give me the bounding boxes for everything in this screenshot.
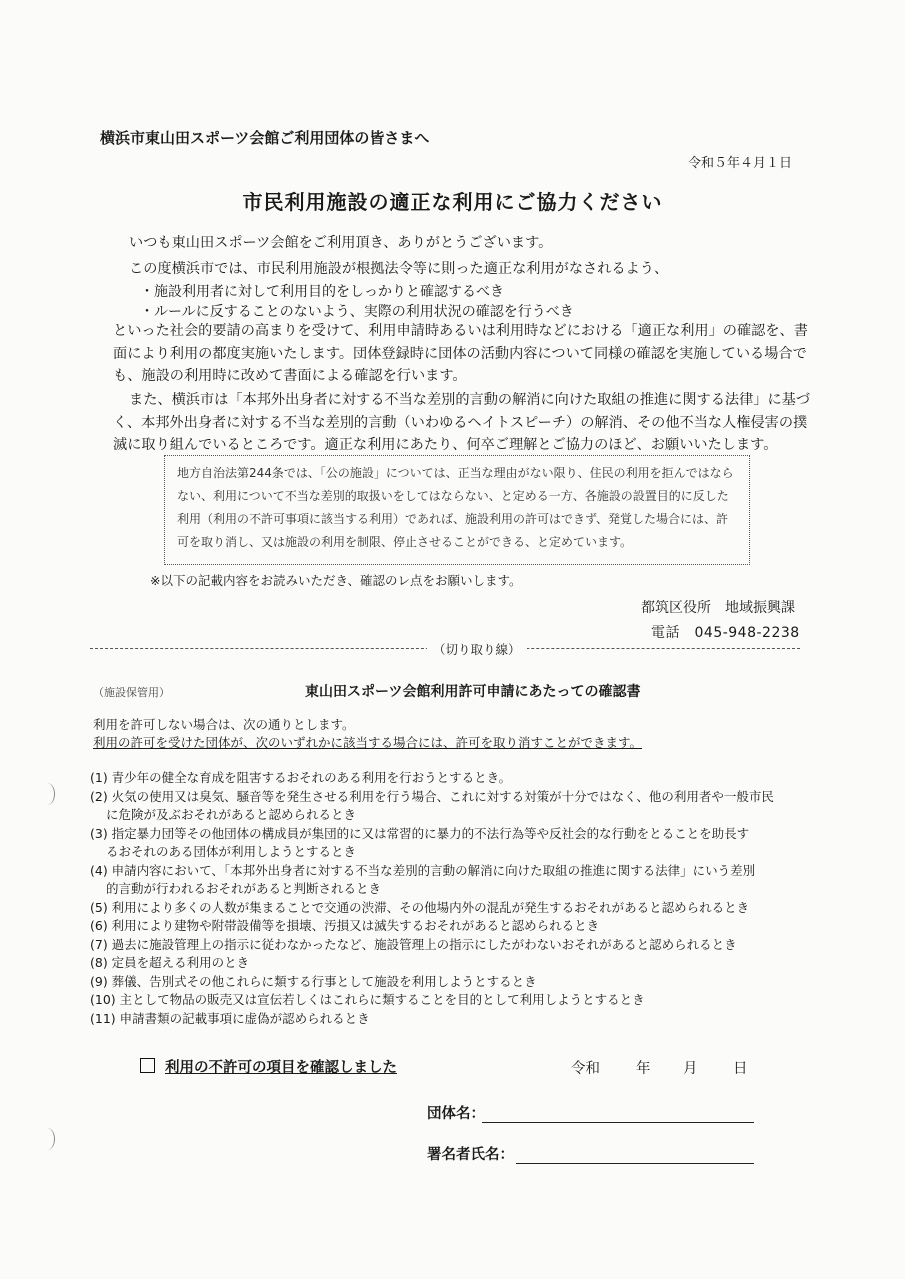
- issue-date: 令和５年４月１日: [688, 156, 793, 171]
- punch-hole-mark: [40, 783, 55, 805]
- list-item: (1) 青少年の健全な育成を阻害するおそれのある利用を行おうとするとき。: [90, 770, 512, 785]
- list-item: (5) 利用により多くの人数が集まることで交通の渋滞、その他場内外の混乱が発生するおそれがあると認められるとき: [90, 899, 750, 915]
- list-item-continued: に危険が及ぶおそれがあると認められるとき: [106, 807, 357, 822]
- paragraph-2: また、横浜市は「本邦外出身者に対する不当な差別的言動の解消に向けた取組の推進に関する法律」に基づく、本邦外出身者に対する不当な差別的言動（いわゆるヘイトスピーチ）の解消、その他不当な人権侵害の撲滅に取り組んでいるところです。適正な利用にあたり、何卒ご理解とご協力のほど、お願いいたします。: [113, 392, 811, 453]
- page-title: 市民利用施設の適正な利用にご協力ください: [242, 190, 663, 214]
- paragraph-1: といった社会的要請の高まりを受けて、利用申請時あるいは利用時などにおける「適正な利用」の確認を、書面により利用の都度実施いたします。団体登録時に団体の活動内容について同様の確認を実施している場合でも、施設の利用時に改めて書面による確認を行います。: [113, 323, 808, 384]
- punch-hole-mark: [40, 1128, 55, 1150]
- group-name-label: 団体名：: [427, 1106, 485, 1122]
- date-year-label: 年: [636, 1061, 651, 1077]
- list-item: (3) 指定暴力団等その他団体の構成員が集団的に又は常習的に暴力的不法行為等や反社会的な行動をとることを助長す: [90, 825, 750, 841]
- signer-name-label: 署名者氏名：: [427, 1147, 514, 1163]
- notice-box: 地方自治法第244条では、「公の施設」については、正当な理由がない限り、住民の利用を拒んではならない、利用について不当な差別的取扱いをしてはならない、と定める一方、各施設の設置目的に反した利用（利用の不許可事項に該当する利用）であれば、施設利用の許可はできず、発覚した場合には、許可を取り消し、又は施設の利用を制限、停止させることができる、と定めています。: [164, 455, 750, 565]
- list-item: (7) 過去に施設管理上の指示に従わなかったなど、施設管理上の指示にしたがわないおそれがあると認められるとき: [90, 936, 737, 952]
- list-item: (2) 火気の使用又は臭気、騒音等を発生させる利用を行う場合、これに対する対策が十分ではなく、他の利用者や一般市民: [90, 788, 774, 804]
- list-item: (6) 利用により建物や附帯設備等を損壊、汚損又は滅失するおそれがあると認められるとき: [90, 918, 600, 933]
- list-item: (10) 主として物品の販売又は宣伝若しくはこれらに類することを目的として利用しようとするとき: [90, 992, 645, 1007]
- cut-line-label: （切り取り線）: [427, 640, 527, 658]
- list-item: (4) 申請内容において、「本邦外出身者に対する不当な差別的言動の解消に向けた取組の推進に関する法律」にいう差別: [90, 862, 756, 878]
- instruction-note: ※以下の記載内容をお読みいただき、確認のレ点をお願いします。: [150, 573, 522, 588]
- form-intro-2: 利用の許可を受けた団体が、次のいずれかに該当する場合には、許可を取り消すことができます。: [93, 735, 643, 750]
- list-item: (9) 葬儀、告別式その他これらに類する行事として施設を利用しようとするとき: [90, 973, 537, 989]
- date-day-label: 日: [733, 1061, 748, 1077]
- list-item: (8) 定員を超える利用のとき: [90, 955, 250, 970]
- date-month-label: 月: [683, 1061, 698, 1077]
- date-era-label: 令和: [571, 1061, 600, 1077]
- prohibited-items-list: [90, 769, 810, 1028]
- signer-name-field[interactable]: [516, 1163, 754, 1164]
- context-text: この度横浜市では、市民利用施設が根拠法令等に則った適正な利用がなされるよう、: [129, 261, 669, 277]
- facility-copy-tag: （施設保管用）: [93, 686, 170, 699]
- contact-office: 都筑区役所 地域振興課: [641, 600, 795, 616]
- bullet-item: ・ルールに反することのないよう、実際の利用状況の確認を行うべき: [140, 304, 574, 320]
- list-item-continued: 的言動が行われるおそれがあると判断されるとき: [106, 881, 382, 896]
- form-title: 東山田スポーツ会館利用許可申請にあたっての確認書: [305, 684, 641, 700]
- contact-phone: 電話 045-948-2238: [651, 625, 800, 641]
- bullet-item: ・施設利用者に対して利用目的をしっかりと確認するべき: [140, 284, 504, 300]
- list-item-continued: るおそれのある団体が利用しようとするとき: [106, 844, 357, 859]
- confirm-label: 利用の不許可の項目を確認しました: [165, 1060, 397, 1076]
- list-item: (11) 申請書類の記載事項に虚偽が認められるとき: [90, 1010, 370, 1026]
- addressee: 横浜市東山田スポーツ会館ご利用団体の皆さまへ: [100, 129, 430, 147]
- greeting: いつも東山田スポーツ会館をご利用頂き、ありがとうございます。: [129, 235, 553, 251]
- form-intro-1: 利用を許可しない場合は、次の通りとします。: [93, 717, 355, 732]
- confirm-checkbox[interactable]: [140, 1058, 155, 1073]
- group-name-field[interactable]: [482, 1122, 754, 1123]
